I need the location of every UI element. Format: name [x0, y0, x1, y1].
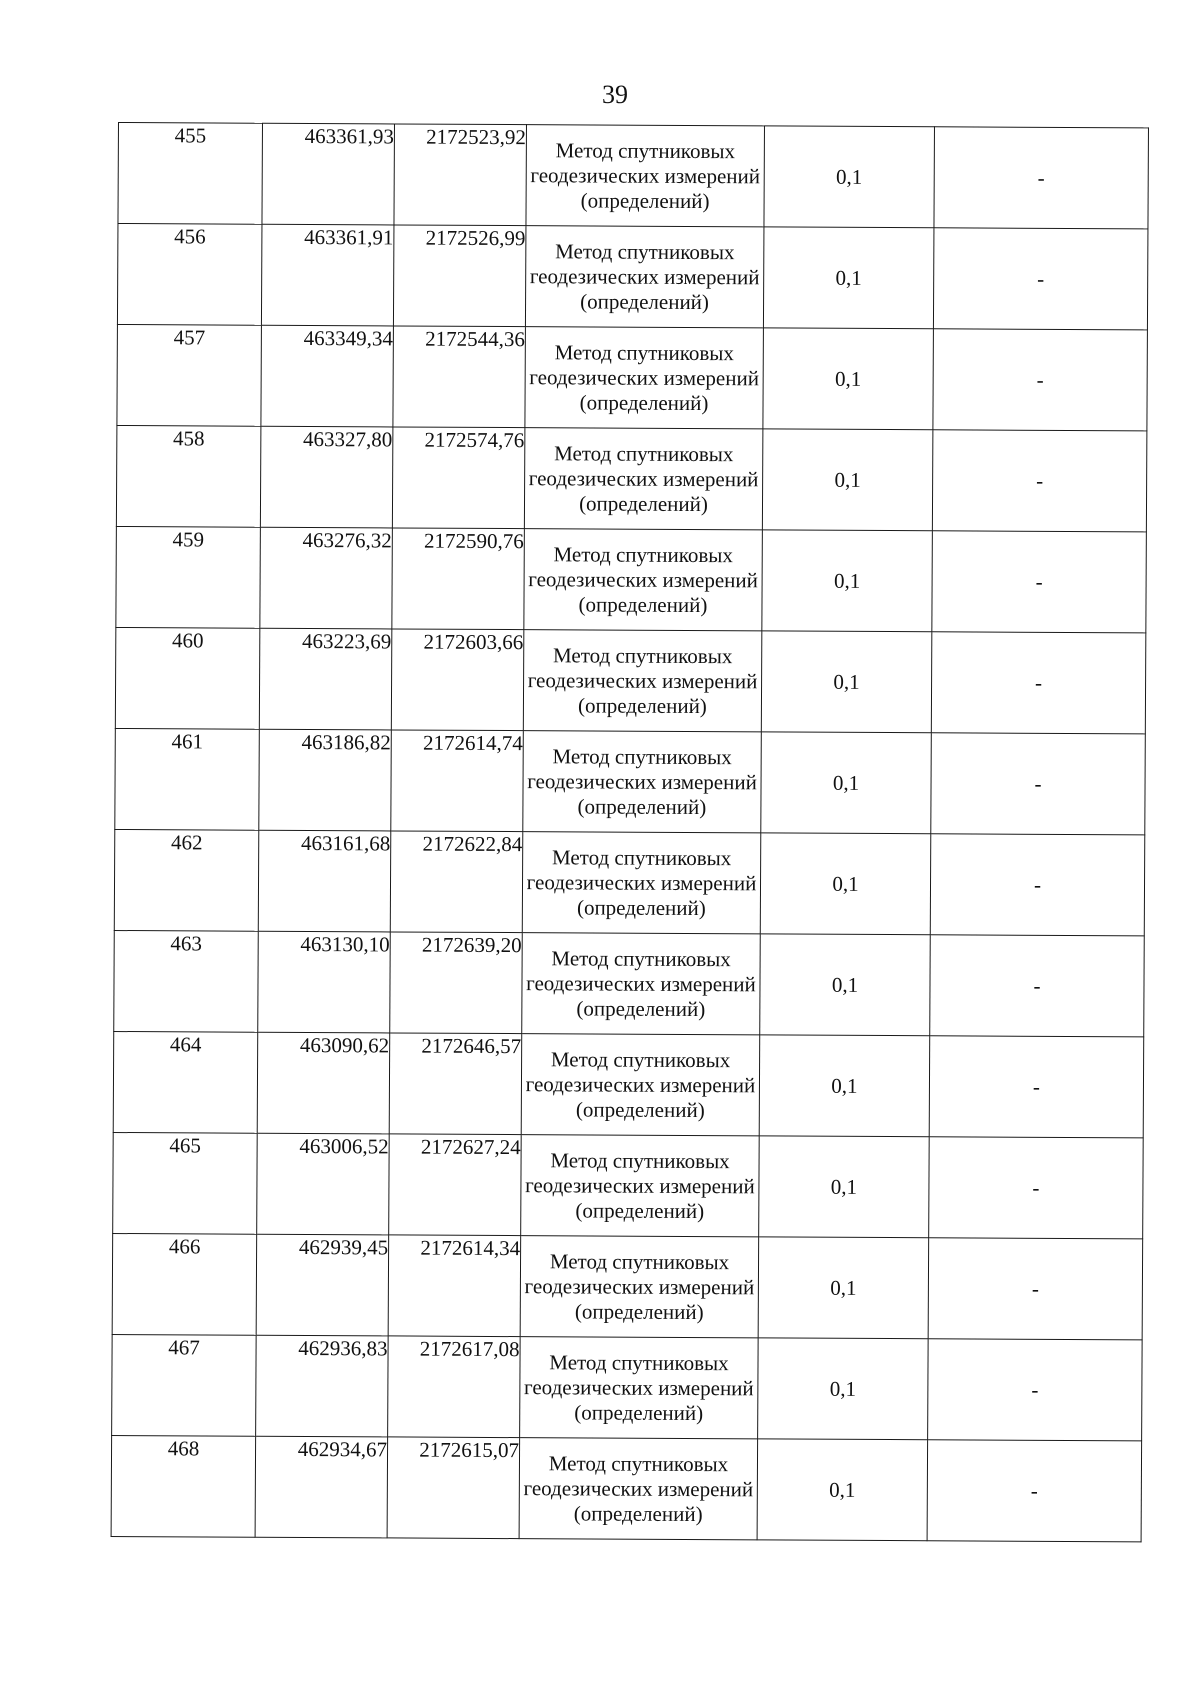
y-coordinate-cell: 2172646,57 [389, 1033, 522, 1135]
table-row [115, 728, 1146, 834]
method-cell [525, 327, 764, 429]
method-cell [522, 933, 761, 1035]
method-text [523, 1451, 753, 1527]
table-row [114, 829, 1145, 935]
method-line: (определений) [573, 1500, 703, 1526]
y-coordinate-cell: 2172526,99 [393, 225, 526, 327]
table-row [113, 1031, 1144, 1137]
method-line: геодезических измерений [528, 465, 759, 491]
x-coordinate-cell: 463361,93 [262, 123, 395, 225]
accuracy-cell: 0,1 [764, 126, 935, 228]
method-text [524, 1249, 754, 1325]
point-number-cell: 456 [117, 224, 262, 326]
method-cell [521, 1135, 760, 1237]
table-row [112, 1334, 1143, 1440]
note-cell: - [930, 935, 1145, 1037]
point-number-cell: 467 [112, 1334, 257, 1436]
method-cell [522, 832, 761, 934]
point-number-cell: 455 [118, 123, 263, 225]
point-number-cell: 460 [115, 627, 260, 729]
note-cell: - [932, 430, 1147, 532]
method-line: геодезических измерений [527, 667, 758, 693]
y-coordinate-cell: 2172614,34 [388, 1235, 521, 1337]
y-coordinate-cell: 2172622,84 [390, 831, 523, 933]
method-line: геодезических измерений [525, 1071, 756, 1097]
table-row [111, 1435, 1142, 1541]
method-line: (определений) [579, 490, 708, 516]
method-text [527, 744, 757, 820]
table-row [118, 123, 1149, 229]
accuracy-cell: 0,1 [762, 530, 933, 632]
method-line: Метод спутниковых [550, 1147, 730, 1173]
y-coordinate-cell: 2172603,66 [391, 629, 524, 731]
method-line: Метод спутниковых [554, 339, 735, 365]
y-coordinate-cell: 2172544,36 [393, 326, 526, 428]
method-line: (определений) [579, 389, 709, 415]
x-coordinate-cell: 463361,91 [261, 224, 394, 326]
y-coordinate-cell: 2172639,20 [390, 932, 523, 1034]
method-line: (определений) [580, 288, 710, 314]
coordinates-table [111, 122, 1149, 1542]
method-text [530, 239, 760, 315]
y-coordinate-cell: 2172617,08 [388, 1336, 521, 1438]
method-line: Метод спутниковых [555, 238, 735, 264]
method-line: Метод спутниковых [552, 743, 732, 769]
method-text [526, 946, 756, 1022]
note-cell: - [933, 329, 1148, 431]
x-coordinate-cell: 463349,34 [261, 325, 394, 427]
method-text [528, 643, 758, 719]
table-row [117, 324, 1148, 430]
method-cell [523, 731, 762, 833]
table-row [113, 1132, 1144, 1238]
point-number-cell: 457 [117, 324, 262, 426]
method-line: (определений) [576, 894, 706, 920]
method-cell [521, 1034, 760, 1136]
x-coordinate-cell: 462934,67 [255, 1436, 388, 1538]
point-number-cell: 466 [112, 1233, 257, 1335]
x-coordinate-cell: 463223,69 [259, 628, 392, 730]
method-line: Метод спутниковых [554, 440, 734, 466]
method-cell [525, 226, 764, 328]
method-line: геодезических измерений [529, 263, 760, 289]
accuracy-cell: 0,1 [758, 1237, 929, 1339]
method-line: геодезических измерений [523, 1374, 754, 1400]
method-line: (определений) [580, 187, 710, 213]
note-cell: - [928, 1339, 1143, 1441]
method-line: Метод спутниковых [552, 642, 733, 668]
x-coordinate-cell: 463161,68 [258, 830, 391, 932]
note-cell: - [931, 733, 1146, 835]
method-line: геодезических измерений [529, 364, 760, 390]
point-number-cell: 463 [114, 930, 259, 1032]
method-line: (определений) [578, 591, 708, 617]
method-text [524, 1350, 754, 1426]
point-number-cell: 462 [114, 829, 259, 931]
accuracy-cell: 0,1 [758, 1338, 929, 1440]
note-cell: - [929, 1036, 1144, 1138]
method-line: Метод спутниковых [550, 1046, 731, 1072]
method-cell [520, 1236, 759, 1338]
method-text [525, 1047, 755, 1123]
method-line: (определений) [575, 1096, 705, 1122]
table-row [114, 930, 1145, 1036]
method-line: (определений) [577, 793, 707, 819]
method-line: геодезических измерений [527, 768, 757, 794]
method-text [530, 138, 760, 214]
point-number-cell: 465 [113, 1132, 258, 1234]
method-cell [524, 428, 763, 530]
accuracy-cell: 0,1 [759, 1136, 930, 1238]
y-coordinate-cell: 2172627,24 [389, 1134, 522, 1236]
point-number-cell: 468 [111, 1435, 256, 1537]
note-cell: - [934, 127, 1149, 229]
table-row [116, 425, 1147, 531]
accuracy-cell: 0,1 [760, 934, 931, 1036]
note-cell: - [929, 1137, 1144, 1239]
accuracy-cell: 0,1 [762, 429, 933, 531]
accuracy-cell: 0,1 [763, 328, 934, 430]
x-coordinate-cell: 463130,10 [258, 931, 391, 1033]
method-line: Метод спутниковых [551, 844, 732, 870]
method-text [529, 441, 759, 517]
method-line: Метод спутниковых [553, 541, 733, 567]
table-row [117, 224, 1148, 330]
x-coordinate-cell: 463006,52 [257, 1133, 390, 1235]
note-cell: - [927, 1440, 1142, 1542]
method-line: геодезических измерений [525, 1172, 755, 1198]
point-number-cell: 464 [113, 1031, 258, 1133]
y-coordinate-cell: 2172523,92 [394, 124, 527, 226]
note-cell: - [933, 228, 1148, 330]
method-line: (определений) [577, 692, 707, 718]
accuracy-cell: 0,1 [760, 833, 931, 935]
method-line: Метод спутниковых [551, 945, 731, 971]
method-cell [523, 630, 762, 732]
y-coordinate-cell: 2172574,76 [392, 427, 525, 529]
y-coordinate-cell: 2172614,74 [391, 730, 524, 832]
method-line: геодезических измерений [528, 566, 759, 592]
accuracy-cell: 0,1 [759, 1035, 930, 1137]
method-line: Метод спутниковых [548, 1450, 729, 1476]
table-row [112, 1233, 1143, 1339]
y-coordinate-cell: 2172590,76 [392, 528, 525, 630]
table-row [115, 627, 1146, 733]
method-text [525, 1148, 755, 1224]
x-coordinate-cell: 463090,62 [257, 1032, 390, 1134]
coordinates-table-body [111, 123, 1148, 1542]
method-line: Метод спутниковых [555, 137, 736, 163]
method-line: (определений) [576, 995, 706, 1021]
y-coordinate-cell: 2172615,07 [387, 1437, 520, 1539]
point-number-cell: 459 [116, 526, 261, 628]
page-number: 39 [602, 80, 628, 109]
table-row [116, 526, 1147, 632]
method-line: Метод спутниковых [549, 1349, 729, 1375]
method-line: (определений) [574, 1399, 704, 1425]
x-coordinate-cell: 463327,80 [260, 426, 393, 528]
method-line: геодезических измерений [526, 869, 757, 895]
method-text [527, 845, 757, 921]
x-coordinate-cell: 462939,45 [256, 1234, 389, 1336]
method-text [529, 340, 759, 416]
note-cell: - [930, 834, 1145, 936]
method-line: геодезических измерений [530, 162, 761, 188]
x-coordinate-cell: 463276,32 [260, 527, 393, 629]
method-text [528, 542, 758, 618]
note-cell: - [931, 632, 1146, 734]
note-cell: - [932, 531, 1147, 633]
x-coordinate-cell: 462936,83 [256, 1335, 389, 1437]
method-line: Метод спутниковых [549, 1248, 730, 1274]
accuracy-cell: 0,1 [761, 732, 932, 834]
note-cell: - [928, 1238, 1143, 1340]
x-coordinate-cell: 463186,82 [259, 729, 392, 831]
method-cell [519, 1438, 758, 1540]
method-line: геодезических измерений [526, 970, 756, 996]
method-cell [524, 529, 763, 631]
point-number-cell: 461 [115, 728, 260, 830]
method-line: (определений) [575, 1197, 705, 1223]
method-cell [520, 1337, 759, 1439]
method-line: (определений) [574, 1298, 704, 1324]
accuracy-cell: 0,1 [761, 631, 932, 733]
method-cell [526, 125, 765, 227]
accuracy-cell: 0,1 [757, 1439, 928, 1541]
point-number-cell: 458 [116, 425, 261, 527]
method-line: геодезических измерений [523, 1475, 754, 1501]
method-line: геодезических измерений [524, 1273, 755, 1299]
accuracy-cell: 0,1 [763, 227, 934, 329]
